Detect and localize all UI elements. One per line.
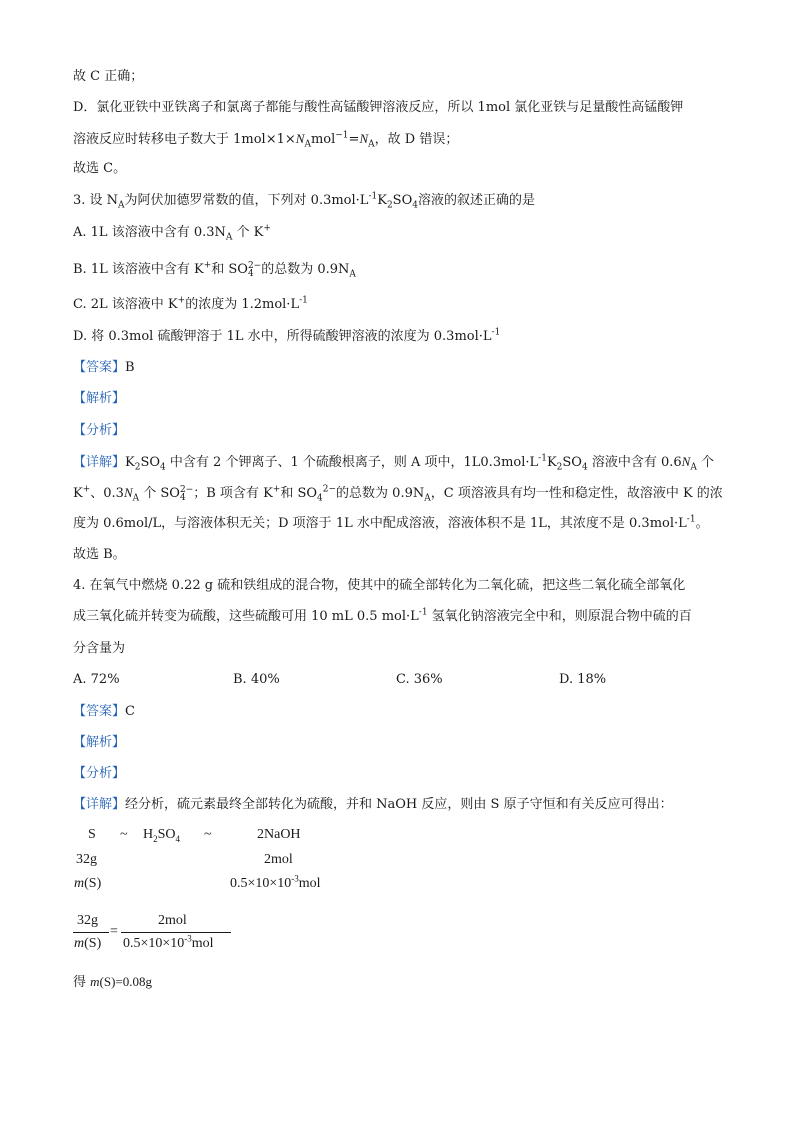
eq-h2so4: $H_2SO_4$ — [143, 827, 181, 844]
question-4-stem: 成三氧化硫并转变为硫酸，这些硫酸可用 10 mL 0.5 $mol\cdot L^{-1}$ 氢氧化钠溶液完全中和，则原混合物中硫的百 — [73, 607, 692, 624]
question-4-stem: 4. 在氧气中燃烧 0.22 g 硫和铁组成的混合物，使其中的硫全部转化为二氧化硫，把这些二氧化硫全部氧化 — [73, 578, 686, 593]
option-b: B. 40% — [233, 672, 280, 687]
detail-line: 度为 0.6mol/L，与溶液体积无关；D 项溶于 1L 水中配成溶液，溶液体积不是 1L，其浓度不是 $0.3mol\cdot L^{-1}$。 — [73, 514, 709, 531]
eq-naoh: 2NaOH — [257, 827, 301, 842]
text-line: 溶液反应时转移电子数大于 $1mol\times 1\times N_Amol^{-1}=N_A$，故 D 错误； — [73, 130, 459, 150]
fenxi-tag: 【分析】 — [73, 423, 126, 438]
fraction-right-denominator: $0.5\times 10\times 10^{-3}mol$ — [123, 933, 214, 951]
answer-tag: 【答案】 — [73, 704, 126, 719]
fraction-left-numerator: 32g — [77, 913, 98, 928]
eq-tilde: ~ — [204, 827, 212, 842]
answer-line: 【答案】C — [73, 704, 135, 719]
fraction-right-numerator: 2mol — [158, 913, 187, 928]
eq-tilde: ~ — [120, 827, 128, 842]
option-a: A. 72% — [73, 672, 120, 687]
fenxi-tag: 【分析】 — [73, 766, 126, 781]
fraction-bar — [73, 932, 109, 933]
eq-32g: 32g — [76, 852, 97, 867]
question-4-stem: 分含量为 — [73, 641, 126, 656]
text-line: 故选 C。 — [73, 161, 127, 176]
equals-sign: = — [110, 924, 118, 939]
text-line: D．氯化亚铁中亚铁离子和氯离子都能与酸性高锰酸钾溶液反应，所以 1mol 氯化亚铁与足量酸性高锰酸钾 — [73, 100, 684, 115]
eq-s: S — [88, 827, 96, 842]
answer-tag: 【答案】 — [73, 360, 126, 375]
answer-line: 【答案】B — [73, 360, 135, 375]
option-d: D. 将 0.3mol 硫酸钾溶于 1L 水中，所得硫酸钾溶液的浓度为 $0.3mol\cdot L^{-1}$ — [73, 327, 501, 344]
detail-line: 【详解】经分析，硫元素最终全部转化为硫酸，并和 NaOH 反应，则由 S 原子守恒和有关反应可得出： — [73, 797, 673, 812]
detail-line: K+、$0.3N_A$ 个 SO 2− 4 ；B 项含有 K+和 $SO_4^{2-}$的总数为 $0.9N_A$，C 项溶液具有均一性和稳定性，故溶液中 K 的浓 — [73, 484, 723, 504]
conclusion-line: 故选 B。 — [73, 547, 126, 562]
detail-line: 【详解】$K_2SO_4$ 中含有 2 个钾离子、1 个硫酸根离子，则 A 项中，$1L0.3mol\cdot L^{-1}K_2SO_4$ 溶液中含有 $0.6N_A$ 个 — [73, 453, 714, 473]
eq-ms: m(S) — [74, 876, 102, 891]
option-d: D. 18% — [559, 672, 607, 687]
question-3-stem: 3. 设 $N_A$为阿伏加德罗常数的值，下列对 $0.3mol\cdot L^{-1}K_2SO_4$溶液的叙述正确的是 — [73, 191, 535, 211]
analysis-tag: 【解析】 — [73, 391, 126, 406]
eq-2mol: 2mol — [264, 852, 293, 867]
fraction-bar — [121, 932, 231, 933]
fraction-left-denominator: m(S) — [74, 936, 102, 951]
result-line: 得 m(S)=0.08g — [73, 974, 153, 990]
detail-tag: 【详解】 — [73, 455, 126, 470]
option-c: C. 2L 该溶液中 K+的浓度为 $1.2mol\cdot L^{-1}$ — [73, 295, 308, 312]
option-b: B. 1L 该溶液中含有 K+和 SO 2− 4 的总数为 $0.9N_A$ — [73, 260, 356, 280]
analysis-tag: 【解析】 — [73, 735, 126, 750]
text-line: 故 C 正确； — [73, 69, 144, 84]
detail-tag: 【详解】 — [73, 797, 126, 812]
option-c: C. 36% — [396, 672, 443, 687]
option-a: A. 1L 该溶液中含有 $0.3N_A$ 个 K+ — [73, 223, 271, 243]
eq-naoh-amount: $0.5\times 10\times 10^{-3}mol$ — [230, 873, 321, 891]
